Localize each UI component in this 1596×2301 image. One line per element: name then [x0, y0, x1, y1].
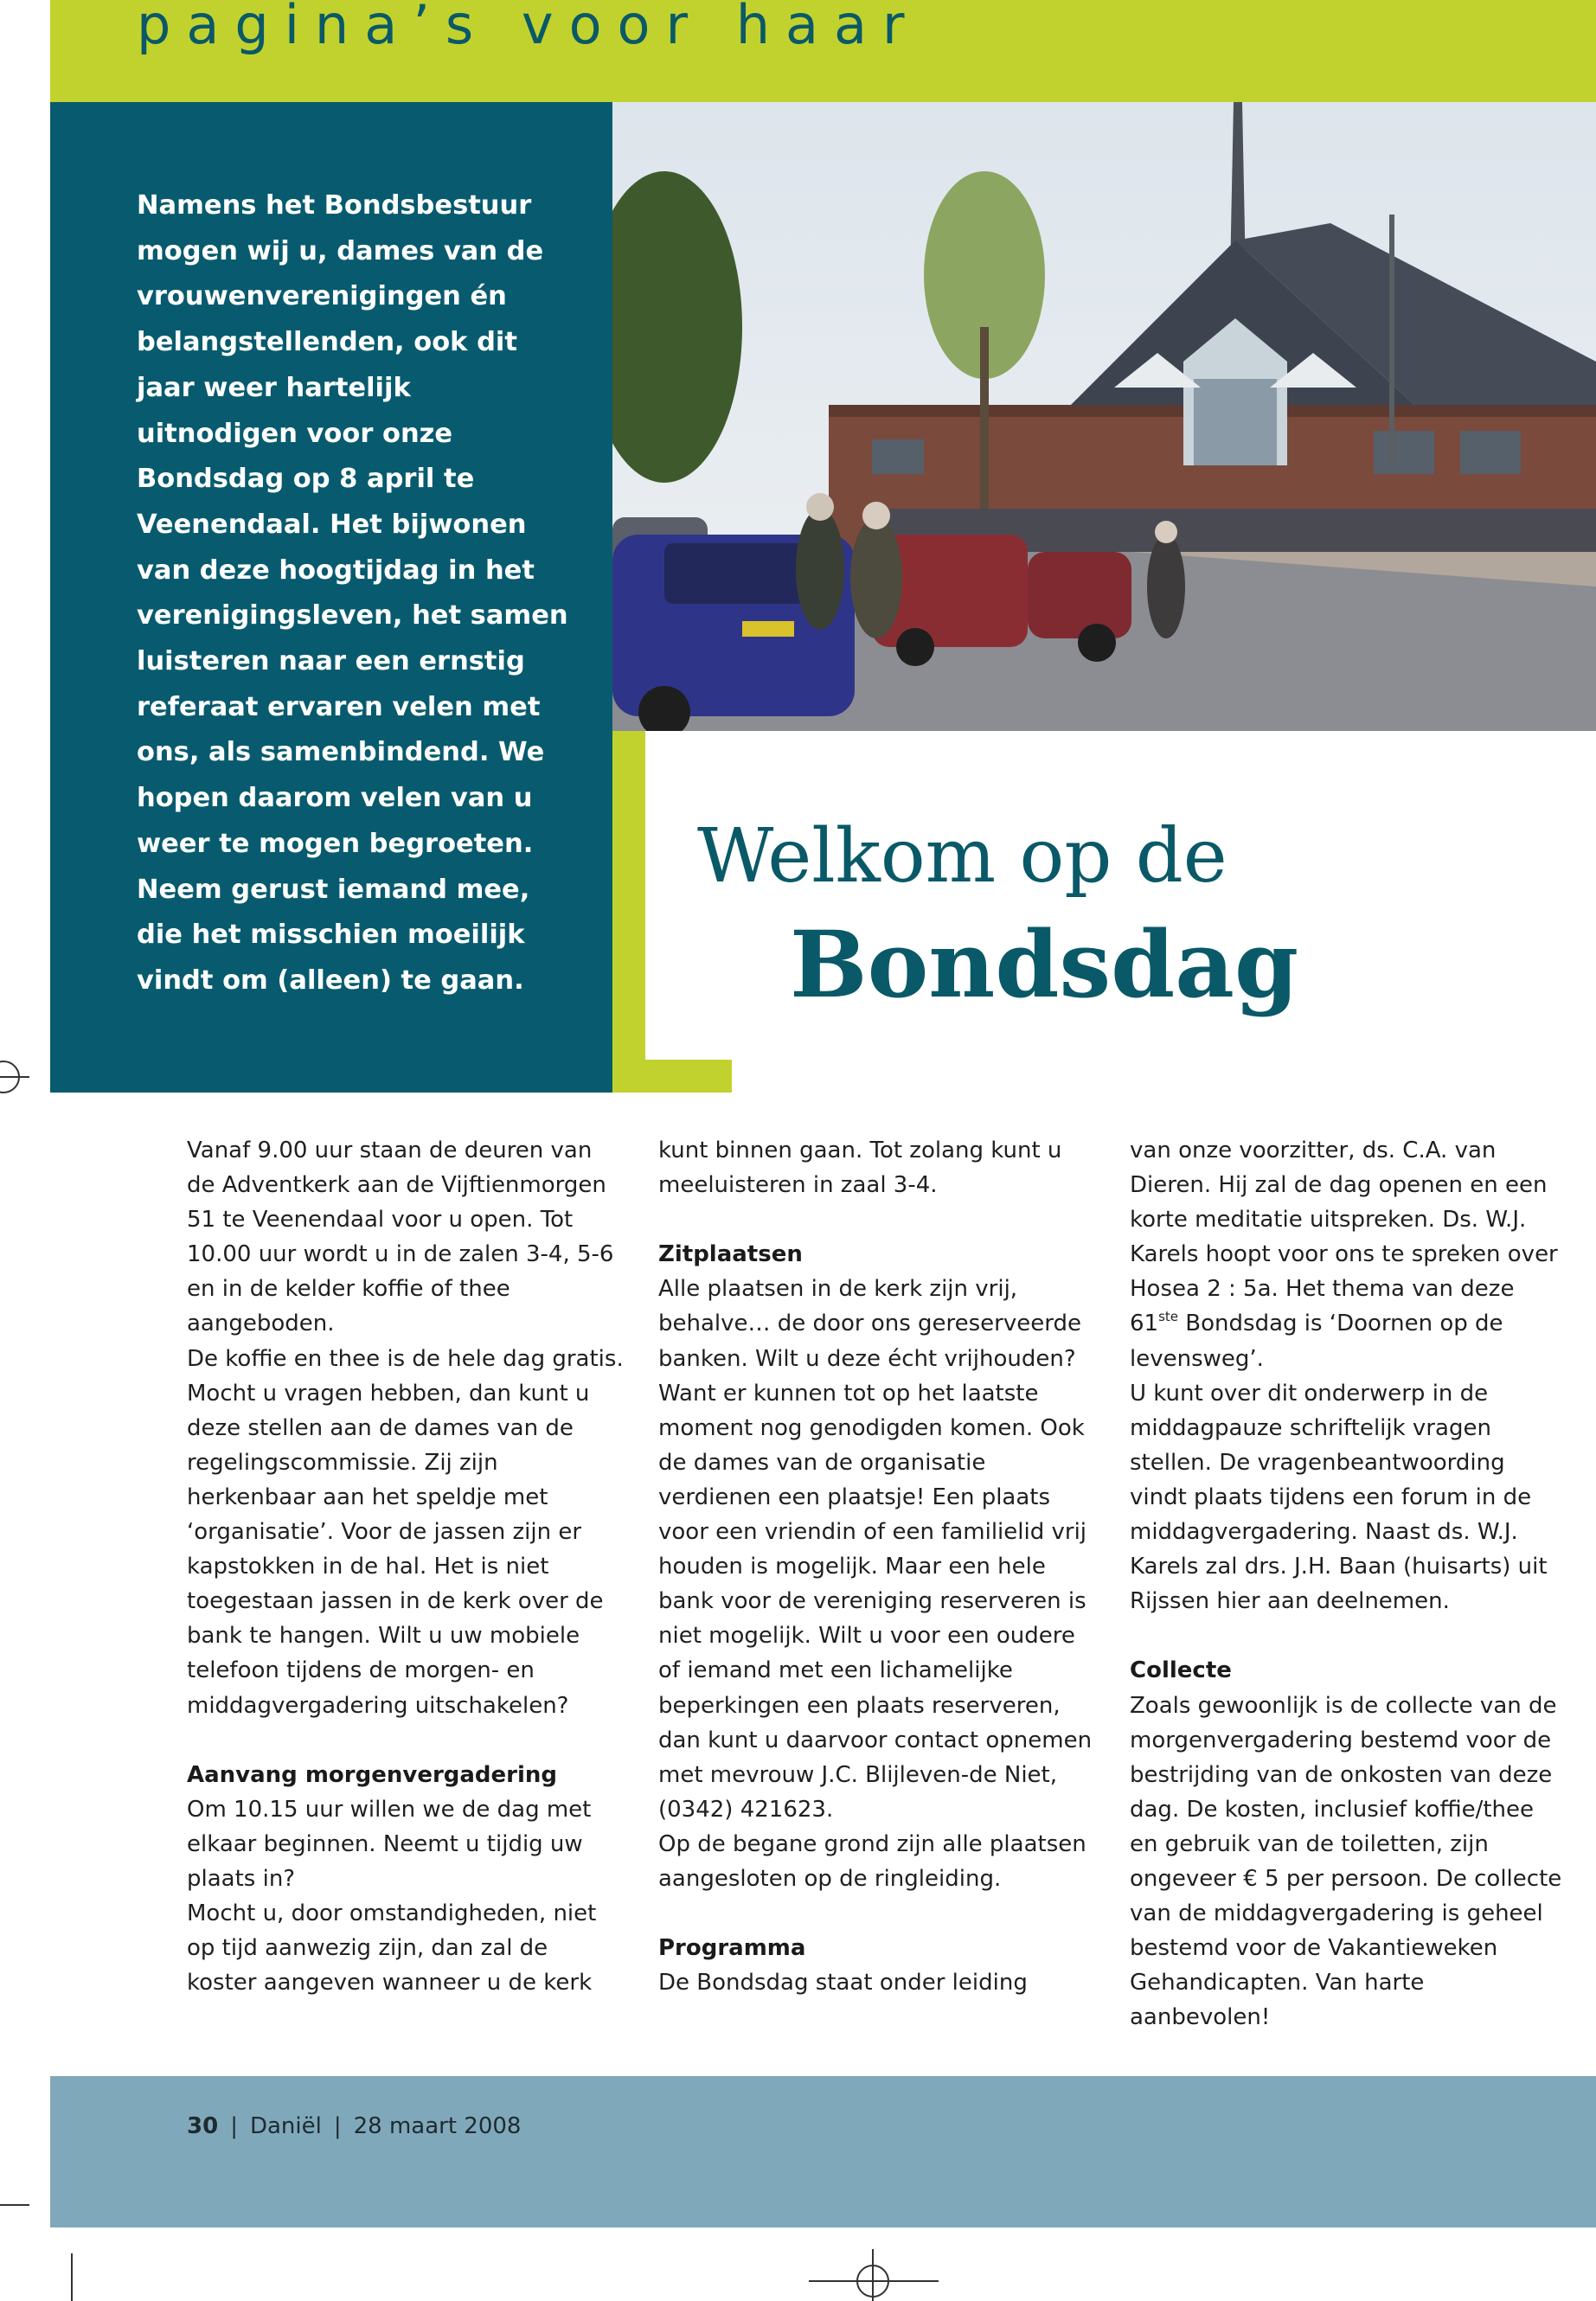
page-footer	[187, 2113, 521, 2139]
subheading: Programma	[658, 1935, 806, 1962]
subheading: Collecte	[1130, 1657, 1232, 1684]
church-photo	[612, 102, 1596, 731]
footer-separator: |	[333, 2113, 342, 2139]
page-number: 30	[187, 2113, 219, 2139]
paragraph: kunt binnen gaan. Tot zolang kunt u meeluisteren in zaal 3-4.	[658, 1138, 1062, 1199]
paragraph: De koffie en thee is de hele dag gratis. Mocht u vragen hebben, dan kunt u deze stellen aan de dames van de regelingscommissie. Zij zijn herkenbaar aan het speldje met ‘organisatie’. Voor de jassen zijn er kapstokken in de hal. Het is niet toegestaan jassen in de kerk over de bank te hangen. Wilt u uw mobiele telefoon tijdens de morgen- en middagvergadering uitschakelen?	[187, 1345, 624, 1719]
footer-separator: |	[230, 2113, 238, 2139]
intro-text: Namens het Bondsbestuur mogen wij u, dames van de vrouwenverenigingen én belangstellenden, ook dit jaar weer hartelijk uitnodigen voor onze Bondsdag op 8 april te Veenendaal. Het bijwonen van deze hoogtijdag in het verenigingsleven, het samen luisteren naar een ernstig referaat ervaren velen met ons, als samenbindend. We hopen daarom velen van u weer te mogen begroeten. Neem gerust iemand mee, die het misschien moeilijk vindt om (alleen) te gaan.	[137, 190, 568, 996]
subheading: Zitplaatsen	[658, 1241, 803, 1268]
magazine-name: Daniël	[249, 2113, 322, 2139]
registration-mark	[0, 1057, 26, 1099]
paragraph: Om 10.15 uur willen we de dag met elkaar beginnen. Neemt u tijdig uw plaats in?	[187, 1796, 592, 1892]
article-column-3	[1130, 1133, 1567, 2035]
article-column-2	[658, 1133, 1095, 2000]
paragraph: Vanaf 9.00 uur staan de deuren van de Adventkerk aan de Vijftienmorgen 51 te Veenendaal voor u open. Tot 10.00 uur wordt u in de zalen 3-4, 5-6 en in de kelder koffie of thee aangeboden.	[187, 1138, 614, 1337]
church-photo-illustration	[612, 102, 1596, 731]
section-title: pagina’s voor haar	[137, 0, 920, 56]
article-column-1	[187, 1133, 624, 2000]
crop-mark	[0, 2204, 29, 2206]
paragraph: Zoals gewoonlijk is de collecte van de morgenvergadering bestemd voor de bestrijding van de onkosten van deze dag. De kosten, inclusief koffie/thee en gebruik van de toiletten, zijn ongeveer € 5 per persoon. De collecte van de middagvergadering is geheel bestemd voor de Vakantieweken Gehandicapten. Van harte aanbevolen!	[1130, 1692, 1562, 2031]
accent-bar-horizontal	[612, 1060, 732, 1093]
subheading: Aanvang morgenvergadering	[187, 1761, 558, 1788]
footer-band	[50, 2076, 1596, 2227]
headline-line2: Bondsdag	[790, 910, 1299, 1018]
registration-mark	[853, 2261, 893, 2301]
paragraph: De Bondsdag staat onder leiding	[658, 1970, 1028, 1997]
paragraph: Alle plaatsen in de kerk zijn vrij, behalve… de door ons gereserveerde banken. Wilt u deze écht vrijhouden? Want er kunnen tot op het laatste moment nog genodigden komen. Ook de dames van de organisatie verdienen een plaatsje! Een plaats voor een vriendin of een familielid vrij houden is mogelijk. Maar een hele bank voor de vereniging reserveren is niet mogelijk. Wilt u voor een oudere of iemand met een lichamelijke beperkingen een plaats reserveren, dan kunt u daarvoor contact opnemen met mevrouw J.C. Blijleven-de Niet, (0342) 421623.	[658, 1276, 1093, 1823]
paragraph: van onze voorzitter, ds. C.A. van Dieren. Hij zal de dag openen en een korte meditatie uitspreken. Ds. W.J. Karels hoopt voor ons te spreken over Hosea 2 : 5a. Het thema van deze 61ste Bondsdag is ‘Doornen op de levensweg’.	[1130, 1138, 1558, 1372]
paragraph: Op de begane grond zijn alle plaatsen aangesloten op de ringleiding.	[658, 1830, 1086, 1892]
headline-line1: Welkom op de	[697, 813, 1227, 900]
paragraph: Mocht u, door omstandigheden, niet op tijd aanwezig zijn, dan zal de koster aangeven wanneer u de kerk	[187, 1900, 597, 1997]
accent-bar-vertical	[612, 731, 645, 1093]
superscript: ste	[1158, 1309, 1179, 1325]
crop-mark	[71, 2253, 73, 2301]
issue-date: 28 maart 2008	[353, 2113, 522, 2139]
paragraph: U kunt over dit onderwerp in de middagpauze schriftelijk vragen stellen. De vragenbeantwoording vindt plaats tijdens een forum in de middagvergadering. Naast ds. W.J. Karels zal drs. J.H. Baan (huisarts) uit Rijssen hier aan deelnemen.	[1130, 1380, 1548, 1615]
